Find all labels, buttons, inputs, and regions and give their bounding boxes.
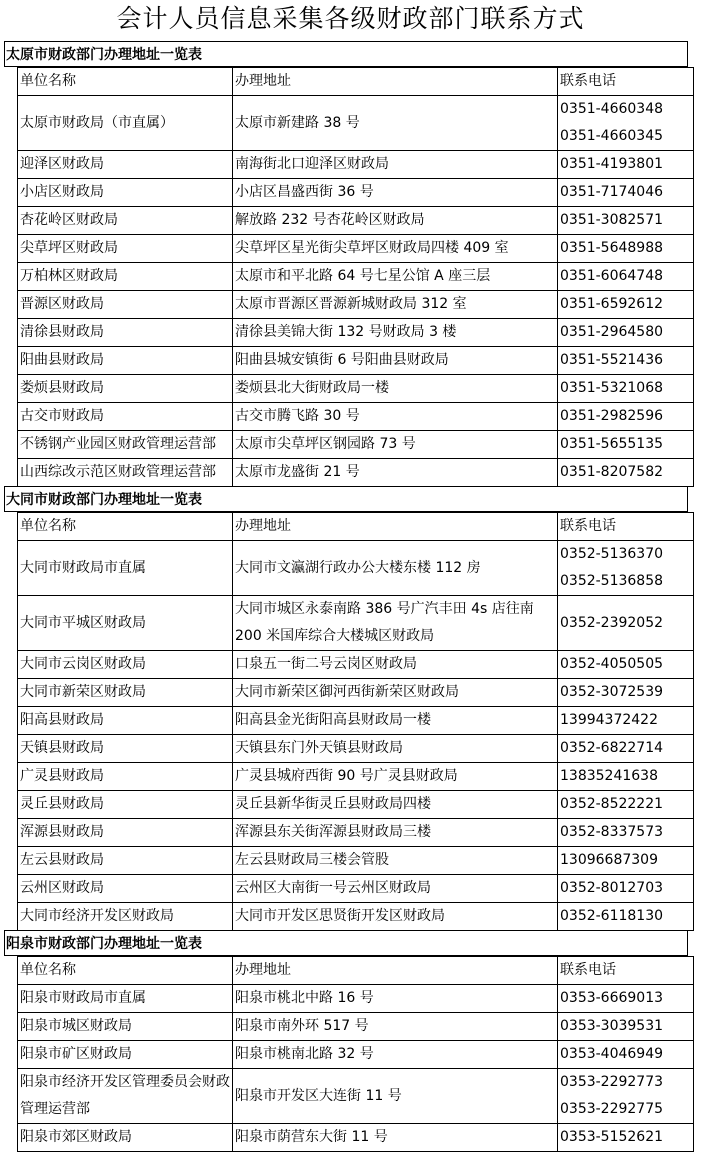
unit-name: 大同市新荣区财政局 <box>18 679 233 707</box>
section-title: 大同市财政部门办理地址一览表 <box>4 486 688 512</box>
unit-name: 阳泉市矿区财政局 <box>18 1041 233 1069</box>
page-title: 会计人员信息采集各级财政部门联系方式 <box>116 4 585 33</box>
office-address: 太原市尖草坪区钢园路 73 号 <box>233 431 558 459</box>
unit-name: 广灵县财政局 <box>18 763 233 791</box>
phone-number: 0351-6592612 <box>560 296 664 312</box>
unit-name: 阳高县财政局 <box>18 707 233 735</box>
phone-number: 0351-6064748 <box>560 268 664 284</box>
column-header-unit: 单位名称 <box>18 957 233 985</box>
phone-number: 0351-4660348 <box>560 101 664 117</box>
table-row <box>18 1069 694 1124</box>
phone-numbers <box>558 263 694 291</box>
table-row <box>18 1124 694 1152</box>
phone-number: 13835241638 <box>560 768 658 784</box>
phone-numbers <box>558 96 694 151</box>
office-address: 大同市开发区思贤街开发区财政局 <box>233 903 558 931</box>
office-address: 大同市文瀛湖行政办公大楼东楼 112 房 <box>233 541 558 596</box>
unit-name: 娄烦县财政局 <box>18 375 233 403</box>
table-row <box>18 319 694 347</box>
phone-numbers <box>558 1041 694 1069</box>
unit-name: 天镇县财政局 <box>18 735 233 763</box>
phone-number: 0351-8207582 <box>560 464 664 480</box>
table-row <box>18 347 694 375</box>
phone-number: 0351-5521436 <box>560 352 664 368</box>
contact-table <box>17 67 694 487</box>
unit-name: 阳泉市财政局市直属 <box>18 985 233 1013</box>
office-address: 口泉五一街二号云岗区财政局 <box>233 651 558 679</box>
phone-numbers <box>558 1013 694 1041</box>
table-row <box>18 763 694 791</box>
phone-numbers <box>558 847 694 875</box>
phone-number: 0353-6669013 <box>560 990 664 1006</box>
table-row <box>18 651 694 679</box>
phone-number: 0352-6822714 <box>560 740 664 756</box>
table-header-row <box>18 68 694 96</box>
table-row <box>18 903 694 931</box>
phone-numbers <box>558 291 694 319</box>
phone-number: 0352-6118130 <box>560 908 664 924</box>
phone-numbers <box>558 875 694 903</box>
section-title: 阳泉市财政部门办理地址一览表 <box>4 930 688 956</box>
phone-number: 0351-5655135 <box>560 436 664 452</box>
office-address: 天镇县东门外天镇县财政局 <box>233 735 558 763</box>
unit-name: 大同市云岗区财政局 <box>18 651 233 679</box>
table-row <box>18 679 694 707</box>
office-address: 阳高县金光街阳高县财政局一楼 <box>233 707 558 735</box>
unit-name: 阳泉市经济开发区管理委员会财政管理运营部 <box>18 1069 233 1124</box>
office-address: 解放路 232 号杏花岭区财政局 <box>233 207 558 235</box>
office-address: 太原市龙盛街 21 号 <box>233 459 558 487</box>
table-row <box>18 151 694 179</box>
office-address: 阳泉市开发区大连街 11 号 <box>233 1069 558 1124</box>
unit-name: 阳泉市城区财政局 <box>18 1013 233 1041</box>
column-header-unit: 单位名称 <box>18 68 233 96</box>
phone-number: 0352-5136370 <box>560 546 664 562</box>
table-row <box>18 875 694 903</box>
office-address: 清徐县美锦大街 132 号财政局 3 楼 <box>233 319 558 347</box>
office-address: 广灵县城府西街 90 号广灵县财政局 <box>233 763 558 791</box>
unit-name: 浑源县财政局 <box>18 819 233 847</box>
office-address: 阳泉市桃北中路 16 号 <box>233 985 558 1013</box>
unit-name: 不锈钢产业园区财政管理运营部 <box>18 431 233 459</box>
unit-name: 杏花岭区财政局 <box>18 207 233 235</box>
contact-sheet <box>4 42 688 1152</box>
column-header-phone: 联系电话 <box>558 957 694 985</box>
office-address: 太原市新建路 38 号 <box>233 96 558 151</box>
phone-number: 0351-4193801 <box>560 156 664 172</box>
office-address: 阳泉市桃南北路 32 号 <box>233 1041 558 1069</box>
table-row <box>18 235 694 263</box>
office-address: 阳曲县城安镇街 6 号阳曲县财政局 <box>233 347 558 375</box>
table-row <box>18 207 694 235</box>
phone-number: 13096687309 <box>560 852 658 868</box>
office-address: 娄烦县北大街财政局一楼 <box>233 375 558 403</box>
phone-numbers <box>558 596 694 651</box>
office-address: 太原市晋源区晋源新城财政局 312 室 <box>233 291 558 319</box>
phone-numbers <box>558 403 694 431</box>
contact-table <box>17 512 694 931</box>
unit-name: 大同市平城区财政局 <box>18 596 233 651</box>
table-row <box>18 707 694 735</box>
unit-name: 晋源区财政局 <box>18 291 233 319</box>
office-address: 古交市腾飞路 30 号 <box>233 403 558 431</box>
unit-name: 迎泽区财政局 <box>18 151 233 179</box>
phone-numbers <box>558 791 694 819</box>
phone-numbers <box>558 375 694 403</box>
table-row <box>18 179 694 207</box>
phone-number: 0352-3072539 <box>560 684 664 700</box>
phone-number: 0352-2392052 <box>560 614 664 631</box>
column-header-phone: 联系电话 <box>558 68 694 96</box>
phone-numbers <box>558 707 694 735</box>
unit-name: 古交市财政局 <box>18 403 233 431</box>
unit-name: 云州区财政局 <box>18 875 233 903</box>
office-address: 浑源县东关街浑源县财政局三楼 <box>233 819 558 847</box>
phone-numbers <box>558 903 694 931</box>
unit-name: 灵丘县财政局 <box>18 791 233 819</box>
office-address: 左云县财政局三楼会管股 <box>233 847 558 875</box>
office-address: 南海街北口迎泽区财政局 <box>233 151 558 179</box>
phone-number: 0351-2964580 <box>560 324 664 340</box>
phone-number: 0353-5152621 <box>560 1129 664 1145</box>
table-row <box>18 375 694 403</box>
phone-number: 0353-2292775 <box>560 1101 664 1117</box>
table-row <box>18 819 694 847</box>
unit-name: 阳曲县财政局 <box>18 347 233 375</box>
phone-number: 0353-2292773 <box>560 1074 664 1090</box>
office-address: 阳泉市荫营东大街 11 号 <box>233 1124 558 1152</box>
phone-numbers <box>558 151 694 179</box>
office-address: 尖草坪区星光街尖草坪区财政局四楼 409 室 <box>233 235 558 263</box>
phone-number: 0353-4046949 <box>560 1046 664 1062</box>
unit-name: 阳泉市郊区财政局 <box>18 1124 233 1152</box>
phone-number: 13994372422 <box>560 712 658 728</box>
phone-numbers <box>558 679 694 707</box>
phone-numbers <box>558 541 694 596</box>
phone-numbers <box>558 459 694 487</box>
phone-number: 0351-4660345 <box>560 128 664 144</box>
table-row <box>18 541 694 596</box>
phone-numbers <box>558 763 694 791</box>
phone-numbers <box>558 651 694 679</box>
phone-number: 0351-5321068 <box>560 380 664 396</box>
column-header-phone: 联系电话 <box>558 513 694 541</box>
office-address: 阳泉市南外环 517 号 <box>233 1013 558 1041</box>
phone-number: 0352-5136858 <box>560 573 664 589</box>
phone-number: 0352-4050505 <box>560 656 664 672</box>
office-address: 灵丘县新华街灵丘县财政局四楼 <box>233 791 558 819</box>
unit-name: 尖草坪区财政局 <box>18 235 233 263</box>
unit-name: 左云县财政局 <box>18 847 233 875</box>
table-row <box>18 96 694 151</box>
phone-number: 0351-2982596 <box>560 408 664 424</box>
phone-numbers <box>558 235 694 263</box>
table-row <box>18 1013 694 1041</box>
table-row <box>18 791 694 819</box>
office-address: 小店区昌盛西街 36 号 <box>233 179 558 207</box>
phone-number: 0352-8522221 <box>560 796 664 812</box>
table-row <box>18 403 694 431</box>
office-address: 大同市城区永泰南路 386 号广汽丰田 4s 店往南 200 米国库综合大楼城区财政局 <box>233 596 558 651</box>
unit-name: 小店区财政局 <box>18 179 233 207</box>
phone-numbers <box>558 819 694 847</box>
table-row <box>18 1041 694 1069</box>
phone-number: 0351-3082571 <box>560 212 664 228</box>
phone-number: 0351-5648988 <box>560 240 664 256</box>
phone-numbers <box>558 347 694 375</box>
phone-numbers <box>558 431 694 459</box>
column-header-address: 办理地址 <box>233 513 558 541</box>
table-row <box>18 291 694 319</box>
column-header-address: 办理地址 <box>233 68 558 96</box>
phone-numbers <box>558 1124 694 1152</box>
phone-numbers <box>558 735 694 763</box>
table-row <box>18 263 694 291</box>
table-header-row <box>18 513 694 541</box>
phone-numbers <box>558 319 694 347</box>
unit-name: 万柏林区财政局 <box>18 263 233 291</box>
phone-number: 0352-8012703 <box>560 880 664 896</box>
table-row <box>18 735 694 763</box>
phone-number: 0353-3039531 <box>560 1018 664 1034</box>
section-title: 太原市财政部门办理地址一览表 <box>4 41 688 67</box>
office-address: 云州区大南街一号云州区财政局 <box>233 875 558 903</box>
office-address: 大同市新荣区御河西街新荣区财政局 <box>233 679 558 707</box>
table-row <box>18 847 694 875</box>
table-row <box>18 431 694 459</box>
phone-numbers <box>558 179 694 207</box>
unit-name: 大同市财政局市直属 <box>18 541 233 596</box>
phone-numbers <box>558 207 694 235</box>
phone-number: 0352-8337573 <box>560 824 664 840</box>
phone-numbers <box>558 985 694 1013</box>
unit-name: 清徐县财政局 <box>18 319 233 347</box>
unit-name: 山西综改示范区财政管理运营部 <box>18 459 233 487</box>
unit-name: 太原市财政局（市直属） <box>18 96 233 151</box>
column-header-address: 办理地址 <box>233 957 558 985</box>
table-row <box>18 459 694 487</box>
phone-number: 0351-7174046 <box>560 184 664 200</box>
phone-numbers <box>558 1069 694 1124</box>
unit-name: 大同市经济开发区财政局 <box>18 903 233 931</box>
office-address: 太原市和平北路 64 号七星公馆 A 座三层 <box>233 263 558 291</box>
table-header-row <box>18 957 694 985</box>
contact-table <box>17 956 694 1152</box>
table-row <box>18 596 694 651</box>
table-row <box>18 985 694 1013</box>
column-header-unit: 单位名称 <box>18 513 233 541</box>
